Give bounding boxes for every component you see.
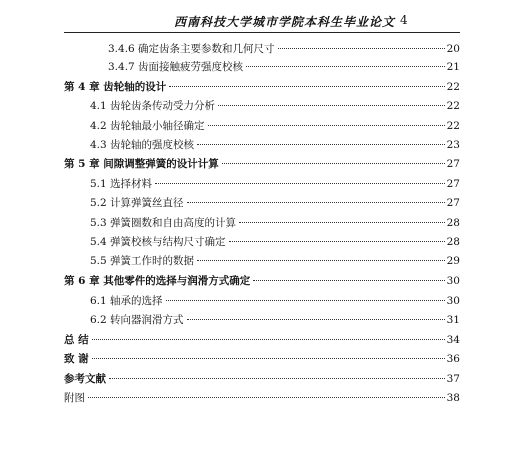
toc-entry[interactable]	[90, 313, 460, 327]
toc-leader-dots	[88, 396, 445, 398]
toc-entry-title: 3.4.7 齿面接触疲劳强度校核	[108, 61, 244, 73]
toc-leader-dots	[92, 357, 445, 359]
toc-entry[interactable]	[90, 177, 460, 191]
toc-leader-dots	[197, 143, 445, 145]
toc-entry-page: 34	[446, 334, 460, 346]
toc-entry-title: 附图	[64, 392, 85, 404]
header-title: 西南科技大学城市学院本科生毕业论文	[174, 15, 396, 29]
toc-leader-dots	[246, 65, 445, 67]
toc-leader-dots	[222, 162, 445, 164]
toc-entry[interactable]	[64, 352, 460, 366]
toc-entry-page: 28	[446, 217, 460, 229]
toc-entry-page: 38	[446, 392, 460, 404]
toc-entry[interactable]	[64, 391, 460, 405]
toc-leader-dots	[166, 299, 445, 301]
toc-entry-page: 22	[446, 81, 460, 93]
toc-leader-dots	[109, 377, 445, 379]
toc-entry[interactable]	[64, 157, 460, 171]
toc-entry[interactable]	[64, 333, 460, 347]
toc-entry-title: 第 5 章 间隙调整弹簧的设计计算	[64, 158, 219, 170]
toc-leader-dots	[187, 318, 445, 320]
toc-entry-page: 37	[446, 373, 460, 385]
toc-entry[interactable]	[90, 216, 460, 230]
toc-leader-dots	[92, 338, 445, 340]
toc-entry-title: 总 结	[64, 334, 89, 346]
toc-leader-dots	[229, 240, 445, 242]
toc-entry[interactable]	[108, 60, 460, 74]
toc-entry-title: 参考文献	[64, 373, 106, 385]
toc-entry-page: 20	[446, 43, 460, 55]
toc-entry-page: 36	[446, 353, 460, 365]
toc-entry-title: 6.1 轴承的选择	[90, 295, 163, 307]
toc-leader-dots	[239, 221, 445, 223]
toc-entry-title: 3.4.6 确定齿条主要参数和几何尺寸	[108, 43, 275, 55]
toc-entry-page: 22	[446, 120, 460, 132]
toc-entry[interactable]	[90, 99, 460, 113]
toc-entry-title: 4.1 齿轮齿条传动受力分析	[90, 100, 216, 112]
toc-leader-dots	[197, 259, 445, 261]
toc-entry-page: 23	[446, 139, 460, 151]
toc-entry-title: 5.2 计算弹簧丝直径	[90, 197, 184, 209]
toc-entry[interactable]	[64, 80, 460, 94]
toc-entry-title: 5.1 选择材料	[90, 178, 153, 190]
toc-entry[interactable]	[90, 235, 460, 249]
toc-entry[interactable]	[90, 119, 460, 133]
toc-entry-page: 30	[446, 275, 460, 287]
toc-leader-dots	[218, 104, 445, 106]
toc-entry-title: 5.4 弹簧校核与结构尺寸确定	[90, 236, 226, 248]
toc-entry-page: 30	[446, 295, 460, 307]
toc-entry-title: 第 6 章 其他零件的选择与润滑方式确定	[64, 275, 251, 287]
toc-entry-page: 21	[446, 61, 460, 73]
toc-entry[interactable]	[90, 196, 460, 210]
toc-entry-title: 5.3 弹簧圈数和自由高度的计算	[90, 217, 237, 229]
page-header	[64, 10, 460, 33]
header-page-number: 4	[400, 13, 408, 27]
toc-entry-page: 31	[446, 314, 460, 326]
toc-entry-page: 27	[446, 158, 460, 170]
toc-entry-title: 第 4 章 齿轮轴的设计	[64, 81, 167, 93]
toc-entry[interactable]	[64, 274, 460, 288]
toc-entry-title: 4.2 齿轮轴最小轴径确定	[90, 120, 205, 132]
toc-entry[interactable]	[90, 138, 460, 152]
toc-entry-title: 致 谢	[64, 353, 89, 365]
toc-leader-dots	[253, 279, 444, 281]
toc-entry[interactable]	[64, 372, 460, 386]
toc-leader-dots	[169, 85, 444, 87]
toc-leader-dots	[155, 182, 445, 184]
toc-entry-page: 22	[446, 100, 460, 112]
toc-entry[interactable]	[108, 42, 460, 56]
toc-entry-page: 29	[446, 255, 460, 267]
toc-leader-dots	[278, 47, 445, 49]
toc-entry-title: 4.3 齿轮轴的强度校核	[90, 139, 195, 151]
toc-entry[interactable]	[90, 254, 460, 268]
toc-leader-dots	[187, 201, 445, 203]
toc-entry-title: 5.5 弹簧工作时的数据	[90, 255, 195, 267]
toc-entry-page: 28	[446, 236, 460, 248]
toc-leader-dots	[208, 124, 445, 126]
toc-entry-page: 27	[446, 178, 460, 190]
toc-entry-page: 27	[446, 197, 460, 209]
toc-entry-title: 6.2 转向器润滑方式	[90, 314, 184, 326]
toc-entry[interactable]	[90, 294, 460, 308]
